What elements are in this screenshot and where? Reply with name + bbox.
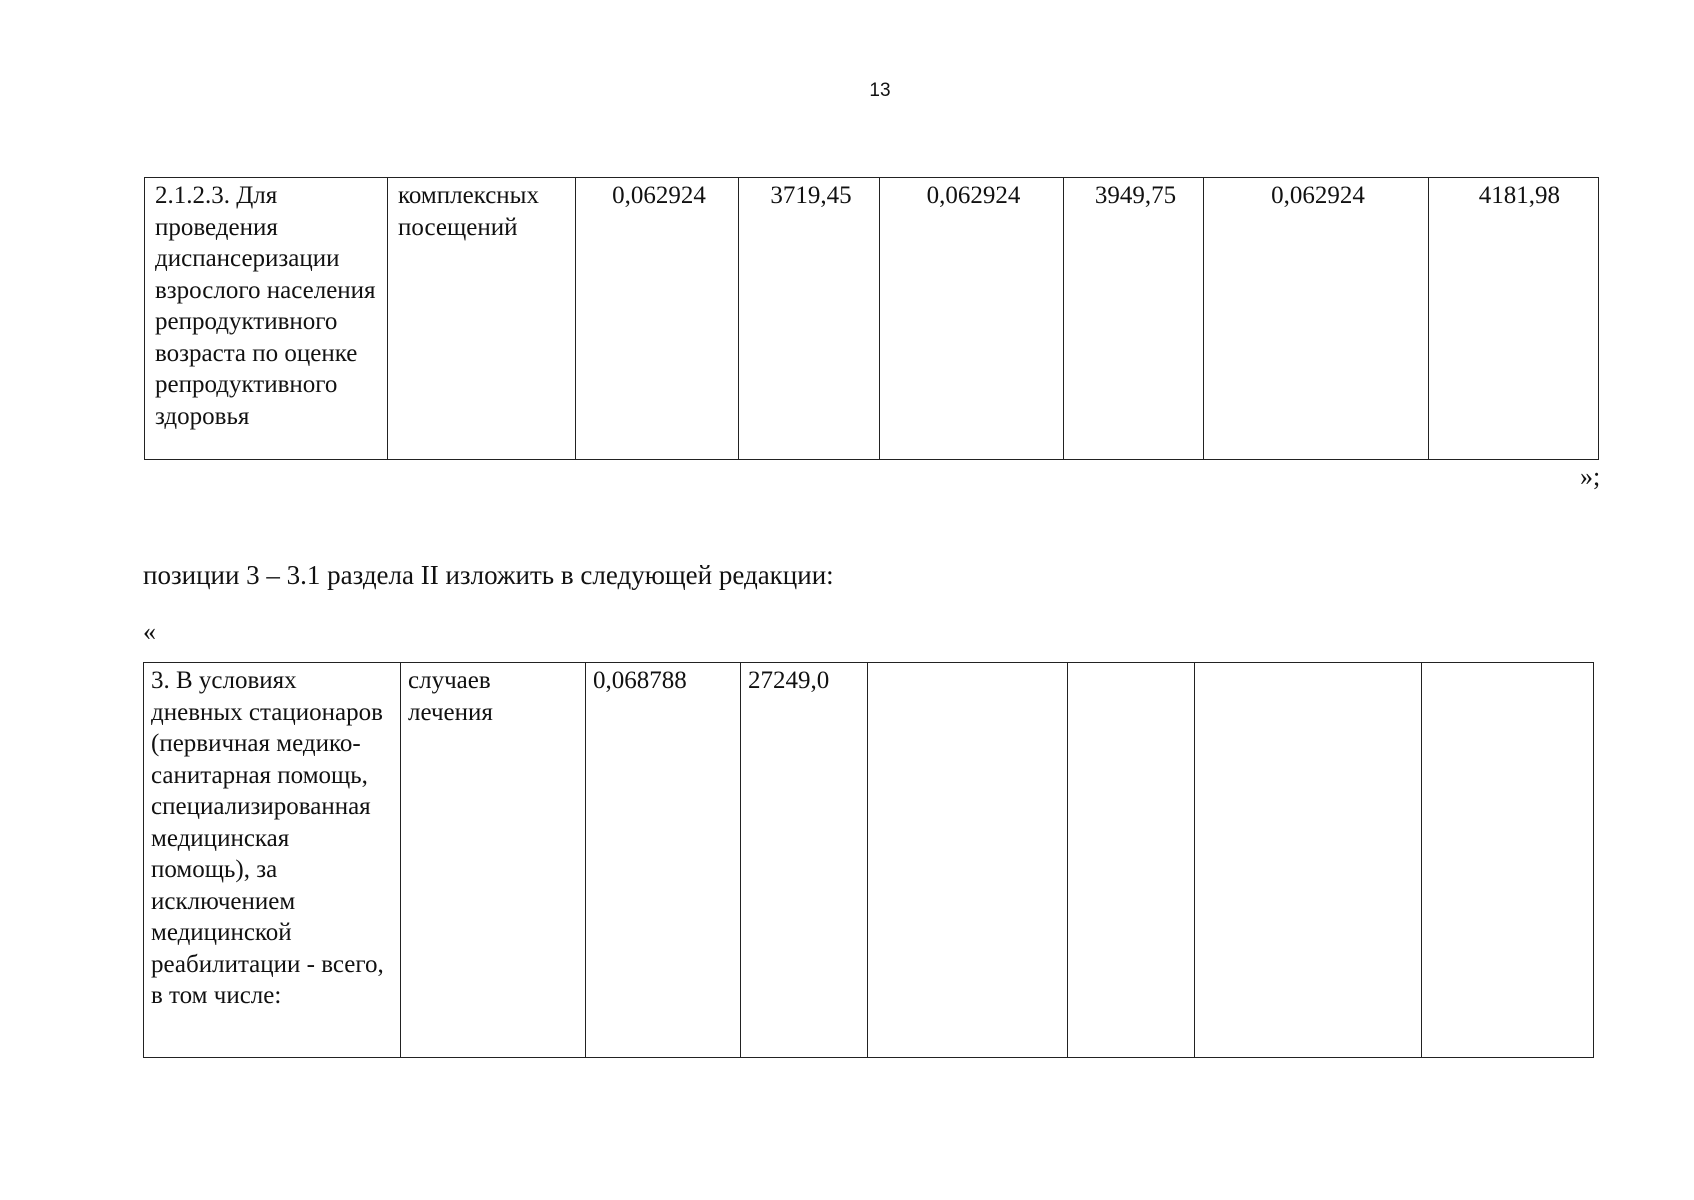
opening-quote: « [143, 617, 156, 646]
table-row [145, 178, 1599, 460]
empty-cell [1195, 663, 1422, 1058]
empty-cell [1068, 663, 1195, 1058]
empty-cell [868, 663, 1068, 1058]
row-label-cell: 2.1.2.3. Для проведения диспансеризации взрослого населения репродуктивного возраста по оценке репродуктивного здоровья [145, 178, 388, 460]
value-cell: 4181,98 [1429, 178, 1599, 460]
unit-cell: случаев лечения [401, 663, 586, 1058]
indicator-table-1 [144, 177, 1599, 460]
page-number: 13 [869, 80, 891, 101]
value-cell: 3719,45 [739, 178, 880, 460]
indicator-table-2 [143, 662, 1594, 1058]
instruction-text: позиции 3 – 3.1 раздела II изложить в следующей редакции: [143, 560, 834, 590]
value-cell: 0,062924 [880, 178, 1064, 460]
empty-cell [1422, 663, 1594, 1058]
value-cell: 0,062924 [576, 178, 739, 460]
value-cell: 27249,0 [741, 663, 868, 1058]
value-cell: 3949,75 [1064, 178, 1204, 460]
value-cell: 0,062924 [1204, 178, 1429, 460]
closing-quote: »; [1580, 462, 1601, 491]
table-row [144, 663, 1594, 1058]
unit-cell: комплексных посещений [388, 178, 576, 460]
value-cell: 0,068788 [586, 663, 741, 1058]
row-label-cell: 3. В условиях дневных стационаров (первичная медико-санитарная помощь, специализированная медицинская помощь), за исключением медицинской реабилитации - всего, в том числе: [144, 663, 401, 1058]
